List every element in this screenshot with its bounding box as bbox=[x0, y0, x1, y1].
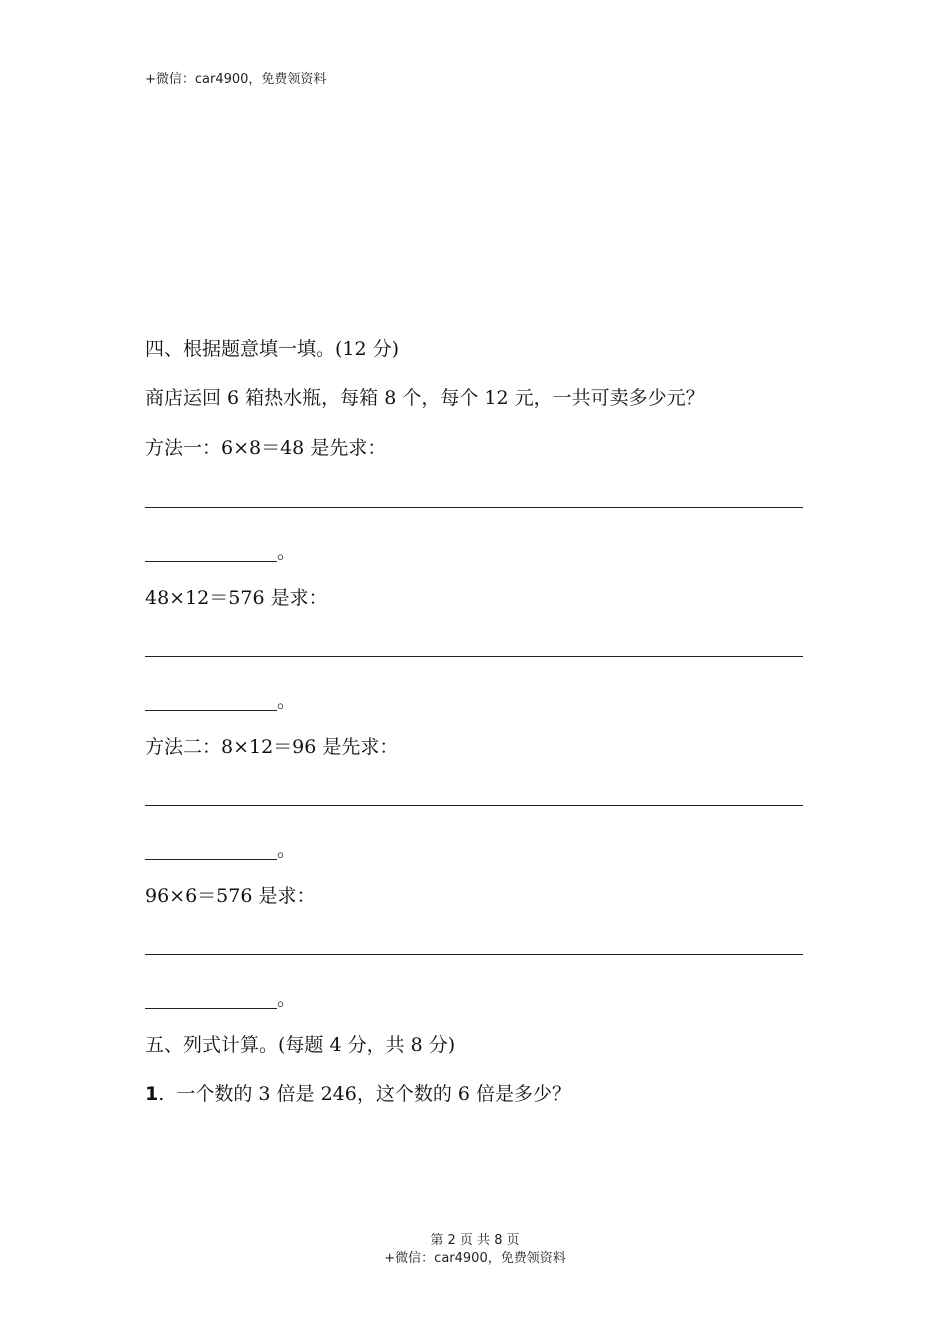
answer-blank-underline[interactable] bbox=[145, 692, 277, 711]
footer-watermark-note: +微信：car4900，免费领资料 bbox=[384, 1251, 566, 1266]
step-method1-second: 48×12＝576 是求： bbox=[145, 587, 328, 609]
step-method2-first: 方法二：8×12＝96 是先求： bbox=[145, 736, 399, 758]
question-1 bbox=[145, 1082, 571, 1106]
section-4-title: 四、根据题意填一填。(12 分) bbox=[145, 338, 400, 360]
answer-blank-short[interactable] bbox=[145, 689, 296, 713]
answer-blank-underline[interactable] bbox=[145, 990, 277, 1009]
period-mark: 。 bbox=[277, 988, 297, 1010]
period-mark: 。 bbox=[277, 690, 297, 712]
section-4-problem: 商店运回 6 箱热水瓶，每箱 8 个，每个 12 元，一共可卖多少元？ bbox=[145, 387, 705, 409]
question-text: 一个数的 3 倍是 246，这个数的 6 倍是多少？ bbox=[164, 1083, 572, 1105]
answer-blank-line[interactable] bbox=[145, 954, 803, 955]
section-5-title: 五、列式计算。(每题 4 分，共 8 分) bbox=[145, 1034, 456, 1056]
answer-blank-line[interactable] bbox=[145, 805, 803, 806]
question-dot: . bbox=[158, 1083, 165, 1105]
answer-blank-line[interactable] bbox=[145, 507, 803, 508]
footer-page-info: 第 2 页 共 8 页 bbox=[430, 1233, 520, 1248]
step-method1-first: 方法一：6×8＝48 是先求： bbox=[145, 437, 387, 459]
period-mark: 。 bbox=[277, 541, 297, 563]
answer-blank-short[interactable] bbox=[145, 987, 296, 1011]
answer-blank-underline[interactable] bbox=[145, 841, 277, 860]
answer-blank-underline[interactable] bbox=[145, 543, 277, 562]
answer-blank-line[interactable] bbox=[145, 656, 803, 657]
header-watermark-note: +微信：car4900，免费领资料 bbox=[145, 72, 327, 87]
answer-blank-short[interactable] bbox=[145, 540, 296, 564]
answer-blank-short[interactable] bbox=[145, 838, 296, 862]
period-mark: 。 bbox=[277, 839, 297, 861]
step-method2-second: 96×6＝576 是求： bbox=[145, 885, 316, 907]
question-number: 1 bbox=[145, 1083, 159, 1105]
